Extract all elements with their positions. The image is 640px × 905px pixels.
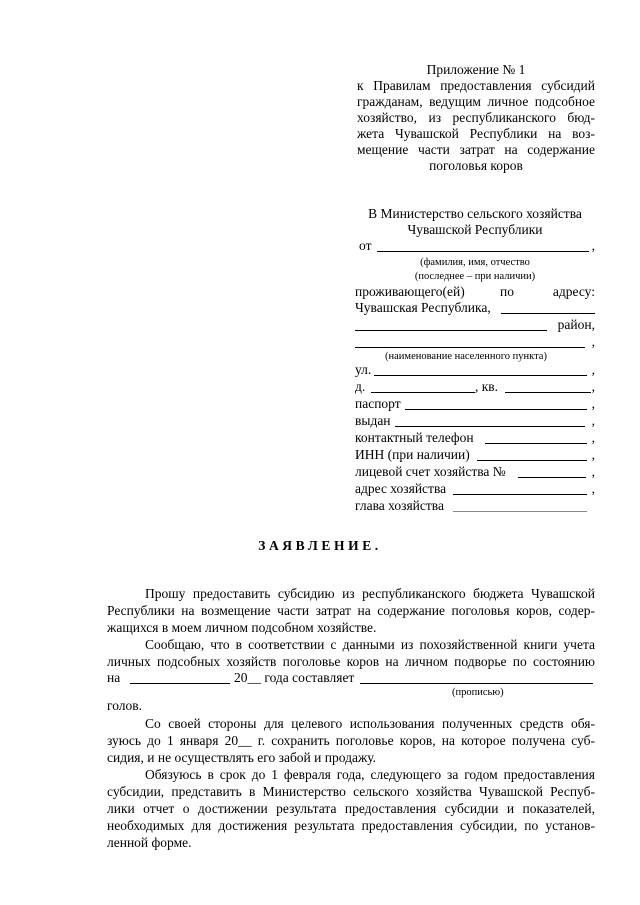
text-line: Обязуюсь в срок до 1 февраля года, следующего за годом предоставления	[145, 767, 595, 782]
text-line: Республики на возмещение части затрат на содержание поголовья коров, содер-	[107, 603, 595, 618]
farm-head-line[interactable]	[453, 511, 587, 512]
house-label: д.	[355, 379, 366, 394]
appendix-line: хозяйство, из республиканского бюд-	[357, 110, 595, 125]
appendix-line: к Правилам предоставления субсидий	[357, 78, 595, 93]
passport-label: паспорт	[355, 396, 401, 411]
issued-label: выдан	[355, 413, 391, 428]
settlement-hint: (наименование населенного пункта)	[385, 351, 547, 362]
street-label: ул.	[355, 362, 372, 377]
text-line: Сообщаю, что в соответствии с данными из похозяйственной книги учета	[145, 637, 595, 652]
herd-count-field[interactable]	[107, 670, 595, 686]
text-line: лики отчет о достижении результата предоставления субсидии и показателей,	[107, 801, 595, 816]
residing-label: проживающего(ей)	[355, 284, 465, 299]
in-words-hint: (прописью)	[452, 687, 504, 698]
text-line: жащихся в моем личном подсобном хозяйстве.	[107, 620, 377, 635]
account-field[interactable]: лицевой счет хозяйства № ,	[355, 464, 595, 479]
apt-line[interactable]	[505, 392, 591, 393]
farm-address-field[interactable]: адрес хозяйства ,	[355, 481, 595, 496]
paragraph-request	[107, 585, 595, 636]
inn-label: ИНН (при наличии)	[355, 447, 470, 462]
from-hint: (фамилия, имя, отчество	[420, 257, 530, 268]
apt-label: , кв.	[475, 379, 499, 394]
appendix-number: Приложение № 1	[426, 62, 526, 77]
farm-address-label: адрес хозяйства	[355, 481, 447, 496]
inn-field[interactable]: ИНН (при наличии) ,	[355, 447, 595, 462]
passport-field[interactable]: паспорт ,	[355, 396, 595, 411]
appendix-line: гражданам, ведущим личное подсобное	[357, 94, 595, 109]
heads-label: голов.	[107, 698, 143, 713]
text-line: Со своей стороны для целевого использования полученных средств обя-	[145, 716, 595, 731]
from-line[interactable]	[377, 251, 589, 252]
from-field[interactable]: от ,	[359, 238, 595, 253]
year-label: 20__ года составляет	[234, 670, 355, 685]
phone-field[interactable]: контактный телефон ,	[355, 430, 595, 445]
farm-address-line[interactable]	[453, 494, 587, 495]
appendix-line: жета Чувашской Республики на воз-	[357, 126, 595, 141]
inn-line[interactable]	[477, 460, 587, 461]
text-line: зуюсь до 1 января 20__ г. сохранить поголовье коров, на которое получена суб-	[107, 733, 595, 748]
house-line[interactable]	[371, 392, 475, 393]
from-label: от	[359, 238, 372, 253]
residing-label: по	[500, 284, 514, 299]
from-hint: (последнее – при наличии)	[414, 271, 536, 282]
district-label: район,	[557, 317, 595, 332]
paragraph-herd-size	[107, 636, 595, 670]
ministry-line: В Министерство сельского хозяйства	[368, 206, 582, 221]
issued-line[interactable]	[395, 426, 585, 427]
herd-count-line[interactable]	[360, 683, 593, 684]
text-line: субсидии, представить в Министерство сельского хозяйства Чувашской Респуб-	[107, 784, 595, 799]
phone-label: контактный телефон	[355, 430, 474, 445]
passport-line[interactable]	[405, 409, 587, 410]
paragraph-obligation	[107, 715, 595, 766]
farm-head-label: глава хозяйства	[355, 498, 444, 513]
settlement-field[interactable]: ,	[355, 334, 595, 350]
text-line: необходимых для достижения результата предоставления субсидии, по установ-	[107, 818, 595, 833]
account-label: лицевой счет хозяйства №	[355, 464, 506, 479]
house-field[interactable]: д. , кв. ,	[355, 379, 595, 394]
paragraph-report	[107, 766, 595, 851]
residing-line	[355, 284, 595, 300]
text-line: сидия, и не осуществлять его забой и продажу.	[107, 750, 377, 765]
text-line: ленной форме.	[107, 835, 192, 850]
text-line: личных подсобных хозяйств поголовье коров на личном подворье по состоянию	[107, 654, 595, 669]
date-line[interactable]	[130, 683, 230, 684]
farm-head-field[interactable]	[355, 498, 595, 514]
appendix-line: мещение части затрат на содержание	[357, 142, 595, 157]
ministry-line: Чувашской Республики	[407, 222, 543, 237]
issued-field[interactable]: выдан ,	[355, 413, 595, 428]
residing-label: адресу:	[552, 284, 595, 299]
republic-label: Чувашская Республика,	[355, 300, 491, 315]
district-line[interactable]	[355, 330, 547, 331]
on-label: на	[107, 670, 121, 685]
street-line[interactable]	[374, 375, 587, 376]
settlement-line[interactable]	[355, 347, 585, 348]
text-line: Прошу предоставить субсидию из республиканского бюджета Чувашской	[145, 586, 595, 601]
street-field[interactable]: ул. ,	[355, 362, 595, 377]
appendix-line: поголовья коров	[429, 158, 523, 173]
account-line[interactable]	[518, 477, 586, 478]
republic-line[interactable]	[501, 313, 595, 314]
document-title: ЗАЯВЛЕНИЕ.	[258, 538, 382, 553]
republic-field[interactable]	[355, 300, 595, 316]
district-field[interactable]	[355, 317, 595, 333]
phone-line[interactable]	[485, 443, 587, 444]
